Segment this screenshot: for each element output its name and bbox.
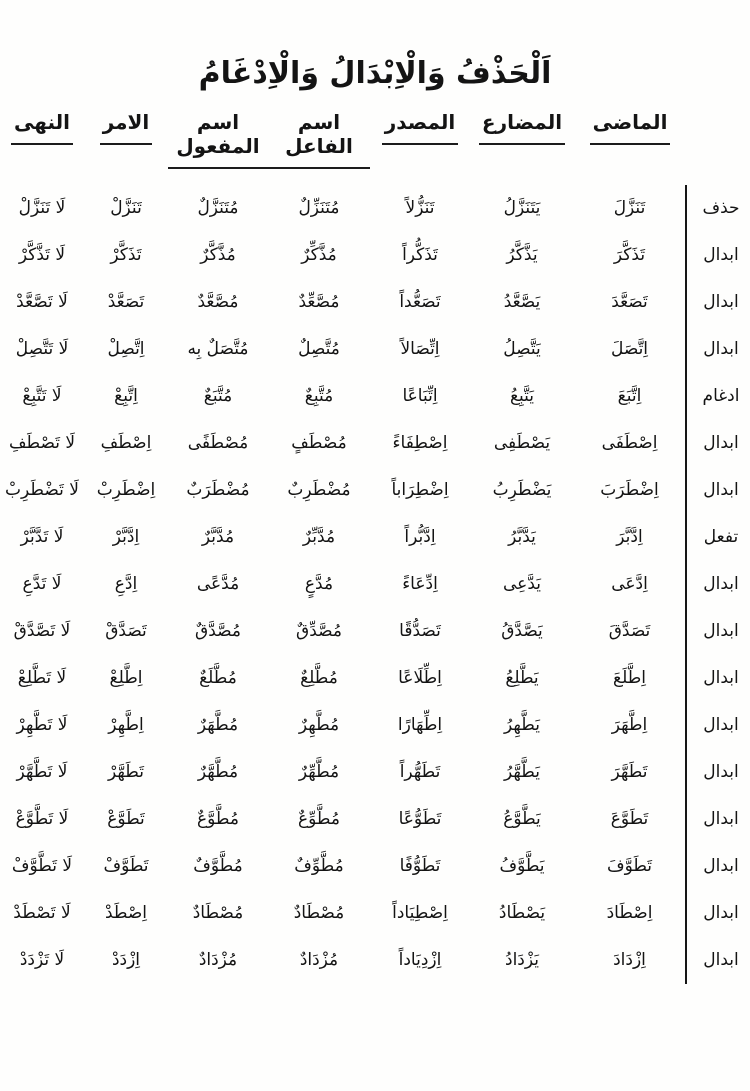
verb-form-cell: مُصَّعَّدٌ [197,292,239,313]
verb-form-cell: مُتَّبَعٌ [203,386,233,407]
verb-form-cell: اِدَّعِ [114,574,138,595]
verb-form-cell: اِزْدَادَ [613,950,646,971]
verb-form-cell: مُطَّلِعٌ [300,668,338,689]
category-label: ابدال [686,326,750,373]
verb-form-cell: مُصْطَفٍ [291,433,347,454]
category-label: ابدال [686,279,750,326]
verb-form-cell: تَطَوَّفَ [606,856,653,877]
verb-form-cell: لَا تَتَّبِعْ [22,386,62,407]
verb-form-cell: لَا تَضْطَرِبْ [5,480,79,501]
verb-form-cell: مُضْطَرَبٌ [186,480,250,501]
verb-form-cell: اِطِّلَاعًا [398,668,442,689]
table-row [0,937,750,984]
verb-form-cell: يَطَّهِرُ [504,715,540,736]
table-row [0,467,750,514]
category-label: تفعل [686,514,750,561]
verb-form-cell: تَطَوَّعَ [610,809,649,830]
verb-form-cell: اِطَّهَرَ [611,715,648,736]
verb-form-cell: تَصَدَّقَ [608,621,651,642]
verb-form-cell: اِتَّبِعْ [114,386,138,407]
verb-form-cell: مُصْطَادٌ [192,903,244,924]
verb-form-cell: اِزْدَدْ [111,950,141,971]
verb-form-cell: يَطَّهَّرُ [504,762,540,783]
verb-form-cell: تَنَزَّلْ [110,198,142,219]
table-row [0,702,750,749]
category-label: ابدال [686,796,750,843]
verb-form-cell: مُدَّبِّرٌ [302,527,336,548]
verb-form-cell: لَا تَصْطَدْ [13,903,71,924]
verb-form-cell: مُذَّكِّرٌ [301,245,337,266]
column-header-masdar [370,104,470,185]
column-header-label: الماضى [590,110,671,145]
verb-form-cell: اِصْطِفَاءً [392,433,448,454]
verb-form-cell: تَطَوُّفًا [399,856,441,877]
verb-form-cell: تَذَكَّرْ [110,245,142,266]
verb-form-cell: يَصَّعَّدُ [503,292,541,313]
verb-form-cell: لَا تَزْدَدْ [19,950,65,971]
verb-form-cell: يَذَّكَّرُ [506,245,538,266]
verb-form-cell: يَتَّصِلُ [503,339,541,360]
verb-form-cell: مُزْدَادٌ [299,950,339,971]
table-row [0,843,750,890]
table-row [0,279,750,326]
verb-form-cell: لَا تَدَّعِ [22,574,62,595]
verb-form-cell: لَا تَصَّعَّدْ [16,292,68,313]
verb-form-cell: لَا تَنَزَّلْ [18,198,66,219]
verb-form-cell: اِصْطَدْ [104,903,148,924]
verb-form-cell: مُطَّهِرٌ [298,715,340,736]
column-header-label: المصدر [382,110,459,145]
verb-form-cell: تَنَزُّلاً [405,198,435,219]
verb-form-cell: اِتِّبَاعًا [402,386,438,407]
verb-form-cell: اِدَّبُّراً [404,527,436,548]
verb-form-cell: لَا تَطَّلِعْ [17,668,67,689]
table-row [0,232,750,279]
verb-form-cell: يَدَّبَّرُ [508,527,536,548]
verb-form-cell: مُطَّلَعٌ [199,668,237,689]
verb-form-cell: مُطَّوَّعٌ [197,809,239,830]
verb-form-cell: مُصْطَفًى [187,433,249,454]
verb-form-cell: اِصْطَادَ [606,903,653,924]
category-label: ادغام [686,373,750,420]
verb-form-cell: تَطَهَّرْ [108,762,144,783]
category-label: ابدال [686,890,750,937]
column-header-active-participle [268,104,370,185]
verb-form-cell: مُتَنَزِّلٌ [298,198,340,219]
category-label: ابدال [686,937,750,984]
verb-form-cell: يَطَّوَّفُ [499,856,545,877]
verb-form-cell: اِطَّلَعَ [613,668,646,689]
verb-form-cell: يَتَّبِعُ [509,386,535,407]
category-label: حذف [686,185,750,232]
verb-form-cell: مُزْدَادٌ [198,950,238,971]
table-row [0,796,750,843]
table-row [0,420,750,467]
verb-form-cell: مُتَّبِعٌ [304,386,334,407]
verb-form-cell: تَطَهُّراً [399,762,441,783]
verb-form-cell: لَا تَصَّدَّقْ [13,621,71,642]
verb-form-cell: لَا تَذَّكَّرْ [18,245,66,266]
verb-form-cell: تَطَوَّفْ [103,856,149,877]
verb-form-cell: اِدَّبَّرْ [112,527,140,548]
verb-form-cell: تَصَدَّقْ [105,621,147,642]
verb-form-cell: مُصَّعِّدٌ [298,292,340,313]
verb-form-cell: يَصْطَادُ [498,903,546,924]
verb-form-cell: لَا تَدَّبَّرْ [20,527,64,548]
verb-form-cell: مُضْطَرِبٌ [287,480,351,501]
verb-form-cell: مُصَّدِّقٌ [296,621,342,642]
verb-form-cell: اِضْطَرَبَ [600,480,659,501]
verb-form-cell: تَصَدُّقًا [399,621,441,642]
verb-form-cell: مُتَنَزَّلٌ [197,198,239,219]
verb-form-cell: مُطَّهَرٌ [197,715,239,736]
page-title: اَلْحَذْفُ وَالْاِبْدَالُ وَالْاِدْغَامُ [198,56,552,91]
table-row [0,608,750,655]
verb-form-cell: مُذَّكَّرٌ [200,245,236,266]
verb-form-cell: يَصْطَفِى [493,433,551,454]
category-label: ابدال [686,232,750,279]
verb-form-cell: مُتَّصَلٌ بِه [187,339,249,360]
verb-form-cell: اِصْطَفِ [100,433,152,454]
verb-form-cell: مُدَّبَّرٌ [201,527,235,548]
verb-form-cell: يَصَّدَّقُ [501,621,543,642]
verb-form-cell: تَصَعَّدَ [611,292,648,313]
verb-form-cell: لَا تَصْطَفِ [8,433,76,454]
verb-form-cell: اِطِّهَارًا [397,715,443,736]
verb-form-cell: مُدَّعًى [196,574,240,595]
verb-form-cell: لَا تَتَّصِلْ [15,339,69,360]
table-row [0,373,750,420]
verb-form-cell: مُدَّعٍ [304,574,334,595]
verb-form-cell: اِطَّلِعْ [109,668,143,689]
category-column-header [686,104,750,185]
column-header-present [470,104,574,185]
column-header-label: النهى [11,110,73,145]
table-row [0,890,750,937]
verb-form-cell: لَا تَطَّوَّفْ [11,856,73,877]
verb-form-cell: تَصَعُّداً [399,292,441,313]
verb-form-cell: اِضْطَرِبْ [96,480,156,501]
column-header-passive-participle [168,104,268,185]
verb-form-cell: مُطَّوِّفٌ [294,856,344,877]
verb-form-cell: مُتَّصِلٌ [298,339,340,360]
table-header-row [0,104,750,185]
category-label: ابدال [686,561,750,608]
verb-form-cell: تَطَوُّعًا [398,809,442,830]
column-header-label: الامر [100,110,153,145]
verb-form-cell: يَضْطَرِبُ [492,480,552,501]
verb-form-cell: اِدَّعَى [611,574,648,595]
category-label: ابدال [686,420,750,467]
table-row [0,561,750,608]
verb-form-cell: يَدَّعِى [503,574,541,595]
verb-form-cell: مُطَّهَّرٌ [197,762,239,783]
verb-form-cell: لَا تَطَّهَّرْ [16,762,68,783]
verb-form-cell: تَطَوَّعْ [107,809,145,830]
verb-form-cell: يَزْدَادُ [505,950,539,971]
verb-form-cell: تَذَكُّراً [402,245,438,266]
table-row [0,749,750,796]
verb-form-cell: تَذَكَّرَ [613,245,646,266]
column-header-prohibition [0,104,84,185]
conjugation-table [0,104,750,984]
verb-form-cell: يَطَّلِعُ [505,668,539,689]
verb-form-cell: اِدِّعَاءً [402,574,438,595]
column-header-past [574,104,686,185]
verb-form-cell: اِزْدِيَاداً [398,950,442,971]
category-label: ابدال [686,749,750,796]
verb-form-cell: مُطَّوِّعٌ [298,809,340,830]
column-header-imperative [84,104,168,185]
category-label: ابدال [686,843,750,890]
verb-form-cell: مُطَّوَّفٌ [193,856,243,877]
verb-form-cell: تَطَهَّرَ [611,762,648,783]
verb-form-cell: لَا تَطَّهِرْ [16,715,68,736]
table-row [0,326,750,373]
table-row [0,655,750,702]
verb-form-cell: اِتَّصَلَ [610,339,649,360]
verb-form-cell: اِدَّبَّرَ [616,527,643,548]
verb-form-cell: مُصَّدَّقٌ [195,621,241,642]
table-row [0,185,750,232]
verb-form-cell: يَطَّوَّعُ [503,809,541,830]
column-header-label: المضارع [479,110,565,145]
column-header-label: اسم الفاعل [268,110,370,169]
verb-form-cell: تَنَزَّلَ [613,198,646,219]
verb-form-cell: اِصْطِيَاداً [392,903,448,924]
verb-form-cell: مُطَّهِّرٌ [298,762,340,783]
verb-form-cell: يَتَنَزَّلُ [503,198,541,219]
table-row [0,514,750,561]
verb-form-cell: مُصْطَادٌ [293,903,345,924]
category-label: ابدال [686,467,750,514]
verb-form-cell: اِطَّهِرْ [108,715,144,736]
verb-form-cell: اِتَّبَعَ [617,386,642,407]
verb-form-cell: اِتِّصَالاً [400,339,440,360]
column-header-label: اسم المفعول [168,110,268,169]
category-label: ابدال [686,702,750,749]
category-label: ابدال [686,608,750,655]
verb-form-cell: اِصْطَفَى [601,433,658,454]
verb-form-cell: لَا تَطَّوَّعْ [15,809,69,830]
verb-form-cell: تَصَعَّدْ [107,292,145,313]
verb-form-cell: اِتَّصِلْ [107,339,145,360]
category-label: ابدال [686,655,750,702]
verb-form-cell: اِضْطِرَاباً [391,480,449,501]
